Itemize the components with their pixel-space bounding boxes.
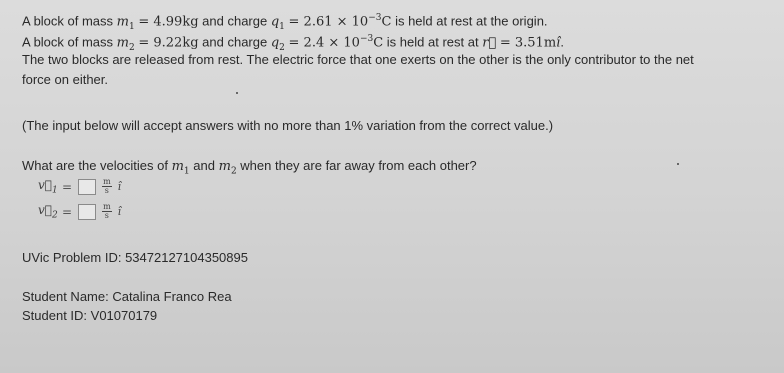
position-dir: î	[556, 35, 561, 51]
position-prefix: is held at rest at	[386, 34, 479, 50]
velocity2-input[interactable]	[78, 204, 96, 220]
charge1-value: = 2.61 × 10	[288, 14, 369, 30]
position-value: = 3.51m	[499, 35, 557, 51]
student-name: Student Name: Catalina Franco Rea	[22, 289, 232, 304]
charge1-var: q	[270, 14, 280, 30]
problem-line-4: force on either.	[22, 72, 108, 87]
mass2-sub: 2	[129, 42, 135, 53]
velocity1-direction: î	[117, 180, 122, 194]
speck-mark	[236, 92, 238, 94]
position-var: r⃗	[482, 35, 497, 51]
mass1-var: m	[116, 14, 129, 30]
mass1-value: = 4.99kg	[138, 14, 199, 30]
velocity1-symbol: v⃗	[38, 178, 52, 192]
line1-suffix: is held at rest at the origin.	[395, 13, 548, 29]
velocity2-direction: î	[117, 205, 122, 219]
answer-row-v1	[38, 178, 121, 195]
charge2-unit: C	[373, 35, 384, 51]
velocity1-sub: 1	[51, 185, 58, 196]
charge1-sub: 1	[279, 21, 285, 32]
problem-line-3: The two blocks are released from rest. The electric force that one exerts on the other is the only contributor to the net	[22, 52, 694, 67]
question-prefix: What are the velocities of	[22, 158, 168, 173]
velocity2-label	[38, 203, 56, 220]
charge2-var: q	[270, 35, 280, 51]
answer-row-v2	[38, 203, 121, 220]
charge2-exp: −3	[359, 34, 374, 44]
line1-prefix: A block of mass	[22, 13, 114, 29]
velocity2-equals: =	[62, 204, 73, 219]
velocity2-unit	[102, 203, 112, 220]
speck-mark	[677, 163, 679, 165]
mass2-var: m	[116, 35, 129, 51]
question-suffix: when they are far away from each other?	[240, 158, 477, 173]
position-end: .	[560, 34, 564, 50]
question-sub2: 2	[230, 166, 237, 177]
question-text	[22, 158, 477, 180]
line2-mid: and charge	[202, 34, 268, 50]
velocity2-unit-num: m	[103, 202, 111, 212]
velocity2-sub: 2	[51, 210, 58, 221]
velocity1-unit-num: m	[103, 177, 111, 187]
question-and: and	[193, 158, 215, 173]
question-var2: m	[218, 159, 231, 174]
student-id: Student ID: V01070179	[22, 308, 158, 323]
tolerance-note: (The input below will accept answers with no more than 1% variation from the correct value.)	[22, 118, 554, 133]
question-sub1: 1	[183, 166, 190, 177]
line2-prefix: A block of mass	[22, 34, 114, 50]
velocity1-input[interactable]	[78, 179, 96, 195]
charge2-sub: 2	[279, 42, 285, 53]
velocity1-unit-den: s	[104, 186, 109, 196]
problem-id: UVic Problem ID: 53472127104350895	[22, 250, 248, 265]
mass1-sub: 1	[129, 21, 135, 32]
charge2-value: = 2.4 × 10	[288, 35, 360, 51]
velocity1-equals: =	[62, 179, 73, 194]
velocity1-unit	[102, 178, 112, 195]
velocity2-unit-den: s	[104, 211, 109, 221]
velocity2-symbol: v⃗	[38, 203, 52, 217]
mass2-value: = 9.22kg	[138, 35, 199, 51]
question-var1: m	[171, 159, 184, 174]
line1-mid: and charge	[202, 13, 268, 29]
velocity1-label	[38, 178, 56, 195]
charge1-exp: −3	[368, 13, 382, 23]
charge1-unit: C	[381, 14, 392, 30]
